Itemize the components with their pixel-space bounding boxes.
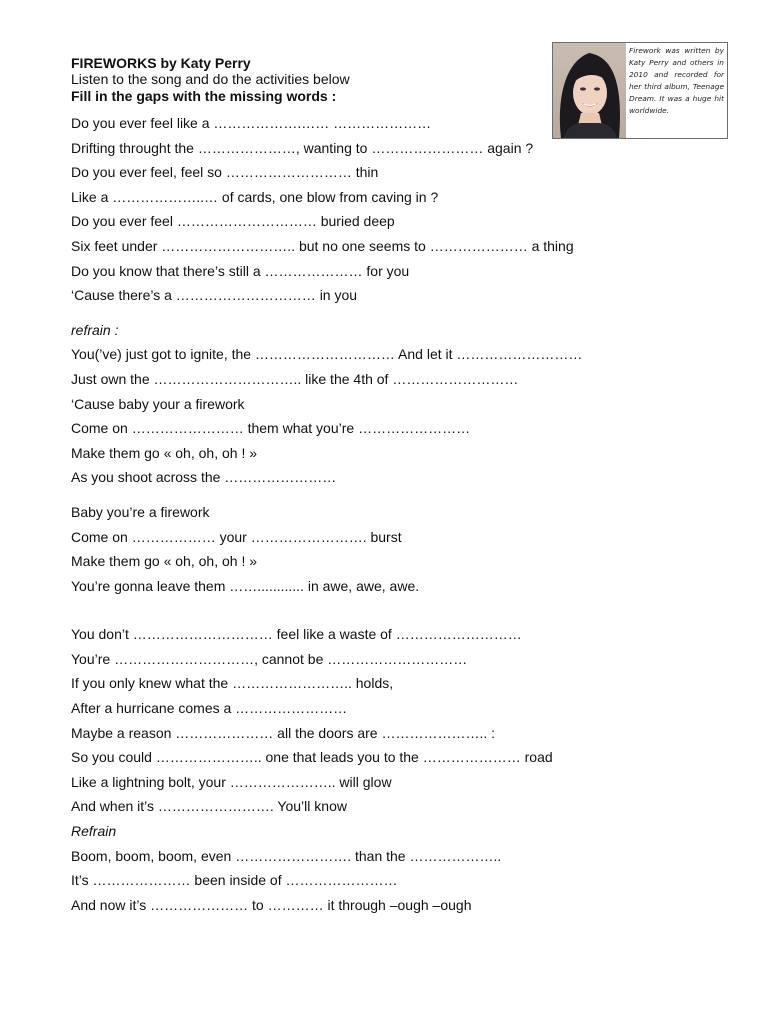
lyric-line: If you only knew what the …………………….. holds, — [71, 675, 394, 692]
lyric-line: Do you ever feel ………………………… buried deep — [71, 213, 395, 230]
info-caption: Firework was written by Katy Perry and others in 2010 and recorded for her third album, Teenage Dream. It was a huge hit worldwide. — [629, 46, 724, 115]
lyric-line: You’re …………………………, cannot be ………………………… — [71, 650, 468, 667]
lyric-line: After a hurricane comes a …………………… — [71, 700, 348, 717]
lyric-line: Come on ……………… your ……………………. burst — [71, 528, 402, 545]
lyric-line: You(’ve) just got to ignite, the ………………………… And let it ……………………… — [71, 346, 583, 363]
verse-1 — [71, 111, 691, 308]
lyric-line: It’s ………………… been inside of …………………… — [71, 872, 398, 889]
refrain-label: Refrain — [71, 823, 117, 840]
verse-2 — [71, 622, 691, 819]
lyric-line: Do you know that there’s still a ………………… for you — [71, 262, 410, 279]
lyric-line: You don’t ………………………… feel like a waste of ……………………… — [71, 626, 522, 643]
worksheet — [71, 55, 691, 917]
lyric-line: As you shoot across the …………………… — [71, 469, 337, 486]
lyric-line: ‘Cause baby your a firework — [71, 395, 245, 412]
info-box — [552, 42, 728, 139]
lyric-line: Do you ever feel, feel so ……………………… thin — [71, 164, 379, 181]
lyric-line: Six feet under ……………………….. but no one seems to ………………… a thing — [71, 237, 574, 254]
lyric-line: And now it’s ………………… to ………… it through –ough –ough — [71, 896, 472, 913]
lyric-line: Drifting throught the …………………, wanting to …………………… again ? — [71, 139, 534, 156]
lyric-line: You’re gonna leave them ……............ in awe, awe, awe. — [71, 577, 420, 594]
worksheet-instruction: Fill in the gaps with the missing words : — [71, 88, 337, 104]
lyric-line: So you could ………………….. one that leads you to the ………………… road — [71, 749, 553, 766]
lyric-line: Make them go « oh, oh, oh ! » — [71, 444, 258, 461]
lyric-line: Make them go « oh, oh, oh ! » — [71, 553, 258, 570]
lyric-line: Boom, boom, boom, even ……………………. than the ……………….. — [71, 847, 502, 864]
lyric-line: Just own the ………………………….. like the 4th of ……………………… — [71, 370, 519, 387]
worksheet-subtitle: Listen to the song and do the activities below — [71, 71, 350, 87]
lyric-line: Like a ………………..… of cards, one blow from caving in ? — [71, 188, 439, 205]
refrain-2 — [71, 500, 691, 598]
singer-portrait-photo — [553, 43, 626, 138]
outro — [71, 844, 691, 918]
lyric-line: Come on …………………… them what you’re …………………… — [71, 420, 471, 437]
lyric-line: Maybe a reason ………………… all the doors are ………………….. : — [71, 724, 496, 741]
lyric-line: ‘Cause there’s a ………………………… in you — [71, 287, 358, 304]
lyric-line: Baby you’re a firework — [71, 503, 210, 520]
lyric-line: And when it’s ……………………. You’ll know — [71, 798, 347, 815]
worksheet-title: FIREWORKS by Katy Perry — [71, 55, 251, 71]
refrain-1 — [71, 342, 691, 490]
lyric-line: Like a lightning bolt, your ………………….. will glow — [71, 773, 392, 790]
refrain-label: refrain : — [71, 321, 119, 338]
lyric-line: Do you ever feel like a ……………….…… ………………… — [71, 115, 432, 131]
